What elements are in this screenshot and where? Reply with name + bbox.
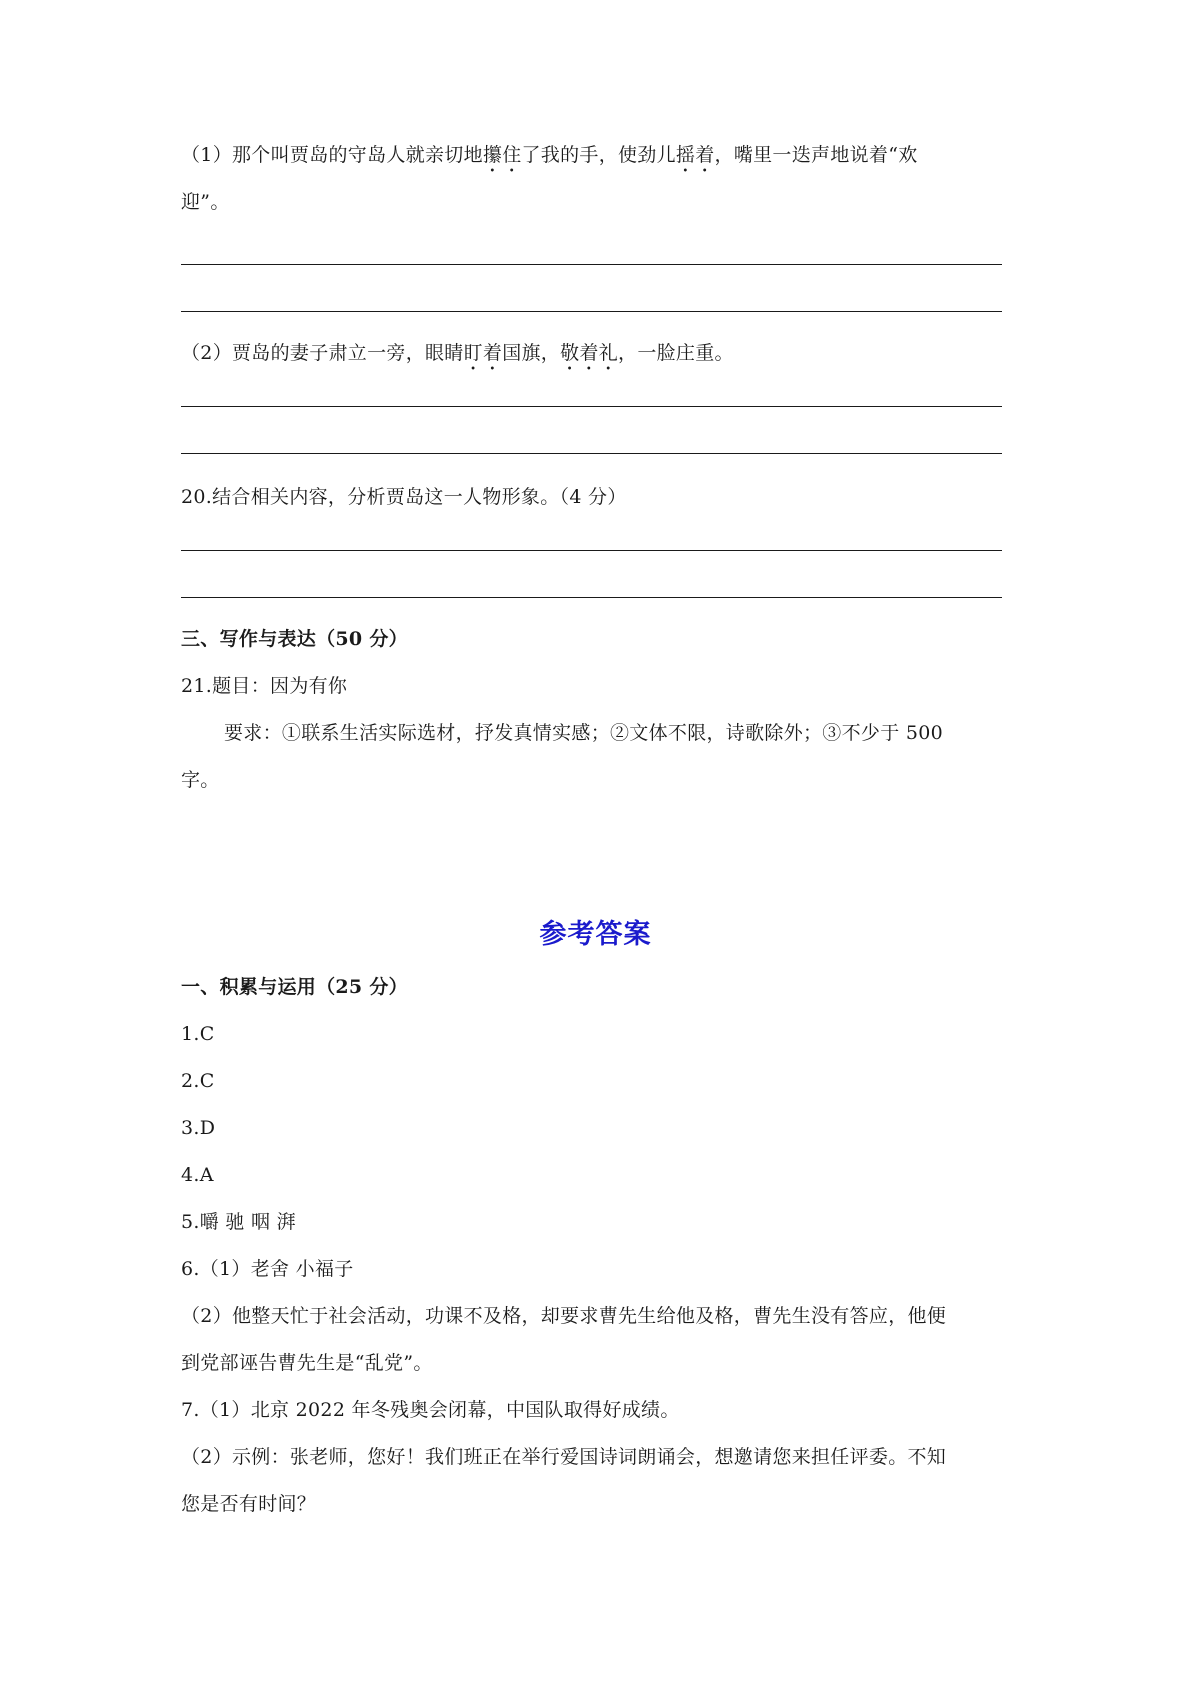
- q19-part2-text-a: （2）贾岛的妻子肃立一旁，眼睛: [181, 342, 464, 364]
- q19-part1-line1: [181, 142, 918, 177]
- q19-part1-dotted-word-1: 攥住: [482, 144, 522, 166]
- answers-section1-heading: 一、积累与运用（25 分）: [181, 976, 408, 998]
- answer-line[interactable]: [181, 311, 1002, 312]
- answer-7-part2-line1: （2）示例：张老师，您好！我们班正在举行爱国诗词朗诵会，想邀请您来担任评委。不知: [181, 1446, 947, 1468]
- answer-6-part2-line2: 到党部诬告曹先生是“乱党”。: [181, 1352, 433, 1374]
- q19-part1-text-b: 了我的手，使劲儿: [521, 144, 676, 166]
- answer-6-part2-line1: （2）他整天忙于社会活动，功课不及格，却要求曹先生给他及格，曹先生没有答应，他便: [181, 1305, 947, 1327]
- q19-part2-text-c: ，一脸庄重。: [618, 342, 734, 364]
- q19-part2-dotted-word-1: 盯着: [463, 342, 503, 364]
- answer-line[interactable]: [181, 453, 1002, 454]
- q19-part1-dotted-word-2: 摇着: [675, 144, 715, 166]
- answer-3: 3.D: [181, 1117, 216, 1139]
- answer-7-part1: 7.（1）北京 2022 年冬残奥会闭幕，中国队取得好成绩。: [181, 1399, 680, 1421]
- q21-requirements-line1: 要求：①联系生活实际选材，抒发真情实感；②文体不限，诗歌除外；③不少于 500: [224, 722, 944, 744]
- q19-part1-text-a: （1）那个叫贾岛的守岛人就亲切地: [181, 144, 483, 166]
- answer-4: 4.A: [181, 1164, 214, 1186]
- answer-1: 1.C: [181, 1023, 215, 1045]
- q19-part1-text-c: ，嘴里一迭声地说着“欢: [714, 144, 918, 166]
- answer-line[interactable]: [181, 597, 1002, 598]
- q21-requirements-line2: 字。: [181, 769, 220, 791]
- answer-2: 2.C: [181, 1070, 215, 1092]
- answer-7-part2-line2: 您是否有时间？: [181, 1493, 317, 1515]
- answer-line[interactable]: [181, 550, 1002, 551]
- q20-text: 20.结合相关内容，分析贾岛这一人物形象。（4 分）: [181, 486, 627, 508]
- q19-part2-line: [181, 340, 734, 375]
- section3-heading: 三、写作与表达（50 分）: [181, 628, 408, 650]
- answer-line[interactable]: [181, 406, 1002, 407]
- answers-title: 参考答案: [539, 919, 652, 950]
- answer-6-part1: 6.（1）老舍 小福子: [181, 1258, 354, 1280]
- q19-part1-line2: 迎”。: [181, 191, 230, 213]
- q19-part2-dotted-word-2: 敬着礼: [560, 342, 619, 364]
- q19-part2-text-b: 国旗，: [502, 342, 561, 364]
- answer-line[interactable]: [181, 264, 1002, 265]
- q21-title: 21.题目：因为有你: [181, 675, 348, 697]
- answer-5: 5.嚼 驰 咽 湃: [181, 1211, 296, 1233]
